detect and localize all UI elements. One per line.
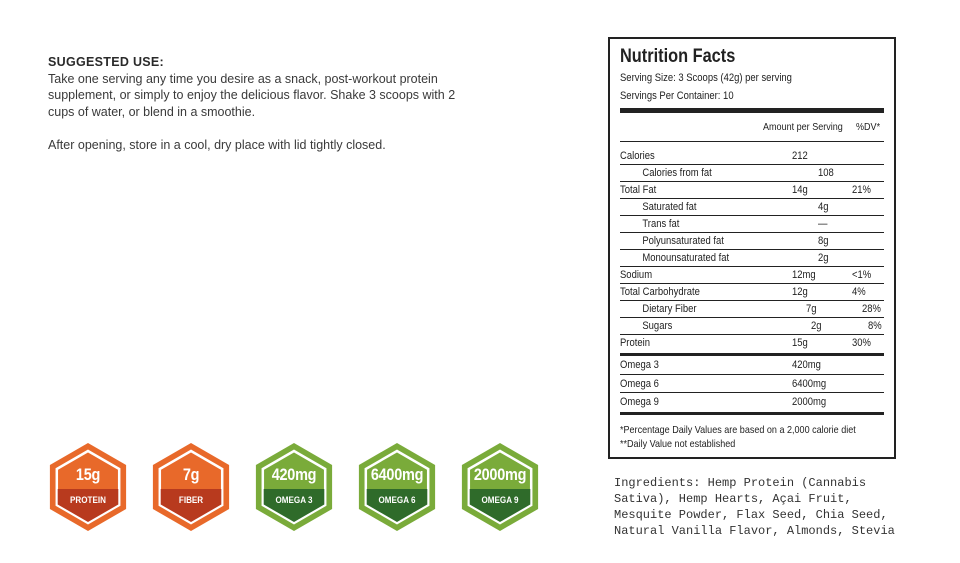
nutrient-dv: 4%	[852, 286, 866, 298]
nutrient-amount: 212	[792, 149, 808, 162]
omega-amount: 2000mg	[792, 395, 827, 408]
nutrient-amount: 15g	[792, 337, 808, 349]
badge-amount: 15g	[75, 465, 101, 484]
nutrient-amount: —	[818, 218, 828, 230]
omega-amount: 6400mg	[792, 377, 827, 390]
nutrient-amount: 12g	[792, 286, 808, 298]
badge-amount: 6400mg	[370, 465, 424, 484]
nutrition-row	[620, 147, 884, 164]
nutrition-rows	[620, 147, 884, 351]
omega-name: Omega 6	[620, 377, 659, 390]
footnote-not-established: **Daily Value not established	[620, 438, 736, 450]
suggested-use-text: Take one serving any time you desire as a snack, post-workout protein supplement, or simply to enjoy the delicious flavor. Shake 3 scoops with 2 cups of water, or blend in a smoothie.	[48, 71, 456, 119]
nutrient-amount: 2g	[818, 252, 829, 264]
nutrition-facts-panel	[608, 37, 896, 459]
nutrient-name: Sodium	[620, 269, 653, 281]
nutrition-row	[620, 283, 884, 300]
nutrition-row	[620, 300, 884, 317]
badge-label: FIBER	[178, 495, 204, 506]
nutrient-amount: 14g	[792, 184, 808, 196]
badge-amount: 420mg	[271, 465, 317, 484]
nutrition-row	[620, 317, 884, 334]
nutrition-row	[620, 198, 884, 215]
omega-row	[620, 356, 884, 374]
dv-header: %DV*	[855, 121, 881, 133]
footnote-dv: *Percentage Daily Values are based on a 2,000 calorie diet	[620, 424, 856, 436]
nutrition-row	[620, 266, 884, 283]
nutrient-name: Calories	[620, 149, 655, 162]
nutrient-name: Dietary Fiber	[642, 303, 697, 315]
nutrient-amount: 12mg	[792, 269, 816, 281]
nutrient-name: Total Carbohydrate	[620, 286, 700, 298]
omega-amount: 420mg	[792, 359, 821, 371]
nutrition-header-row	[620, 113, 884, 142]
nutrient-dv: 21%	[852, 184, 871, 196]
badge-amount: 2000mg	[473, 465, 527, 484]
nutrient-amount: 108	[818, 167, 834, 179]
badge-label: PROTEIN	[70, 495, 106, 506]
omega-row	[620, 374, 884, 392]
nutrient-amount: 4g	[818, 201, 829, 213]
nutrient-name: Sugars	[642, 320, 673, 332]
nutrient-name: Monounsaturated fat	[642, 252, 730, 264]
badge-amount: 7g	[182, 465, 200, 484]
nutrient-name: Trans fat	[642, 218, 680, 230]
omega-name: Omega 9	[620, 395, 659, 408]
nutrient-dv: 8%	[868, 320, 882, 332]
nutrient-dv: 28%	[861, 303, 881, 315]
badge-label: OMEGA 6	[378, 495, 416, 506]
nutrient-name: Saturated fat	[642, 201, 697, 213]
nutrient-name: Total Fat	[620, 184, 657, 196]
footnotes	[620, 423, 856, 451]
ingredients-text: Ingredients: Hemp Protein (Cannabis Sativa), Hemp Hearts, Açai Fruit, Mesquite Powder, Flax Seed, Chia Seed, Natural Vanilla Flavor, Almonds, Stevia	[614, 476, 895, 538]
nutrition-row	[620, 232, 884, 249]
nutrition-row	[620, 164, 884, 181]
nutrient-badge	[460, 442, 540, 532]
nutrition-row	[620, 181, 884, 198]
omega-name: Omega 3	[620, 359, 659, 371]
nutrient-badge	[357, 442, 437, 532]
nutrient-amount: 2g	[810, 320, 822, 332]
nutrient-dv: <1%	[852, 269, 872, 281]
omega-rows	[620, 356, 884, 410]
nutrient-badge	[254, 442, 334, 532]
nutrient-dv: 30%	[852, 337, 871, 349]
suggested-use	[48, 54, 468, 154]
nutrition-row	[620, 249, 884, 266]
storage-text: After opening, store in a cool, dry place with lid tightly closed.	[48, 138, 386, 152]
suggested-use-heading: SUGGESTED USE:	[48, 55, 165, 69]
servings-per-container: Servings Per Container: 10	[620, 90, 734, 102]
badge-label: OMEGA 9	[481, 495, 519, 506]
nutrient-badge	[151, 442, 231, 532]
nutrient-name: Polyunsaturated fat	[642, 235, 724, 247]
nutrient-amount: 8g	[818, 235, 829, 247]
nutrient-name: Calories from fat	[642, 167, 712, 179]
nutrition-row	[620, 334, 884, 351]
omega-row	[620, 392, 884, 410]
nutrient-badge	[48, 442, 128, 532]
serving-size: Serving Size: 3 Scoops (42g) per serving	[620, 72, 792, 84]
nutrition-facts-title: Nutrition Facts	[620, 46, 736, 67]
badge-label: OMEGA 3	[275, 495, 313, 506]
amount-per-serving-header: Amount per Serving	[763, 121, 843, 133]
nutrition-row	[620, 215, 884, 232]
nutrient-amount: 7g	[806, 303, 817, 315]
nutrient-name: Protein	[620, 337, 650, 349]
